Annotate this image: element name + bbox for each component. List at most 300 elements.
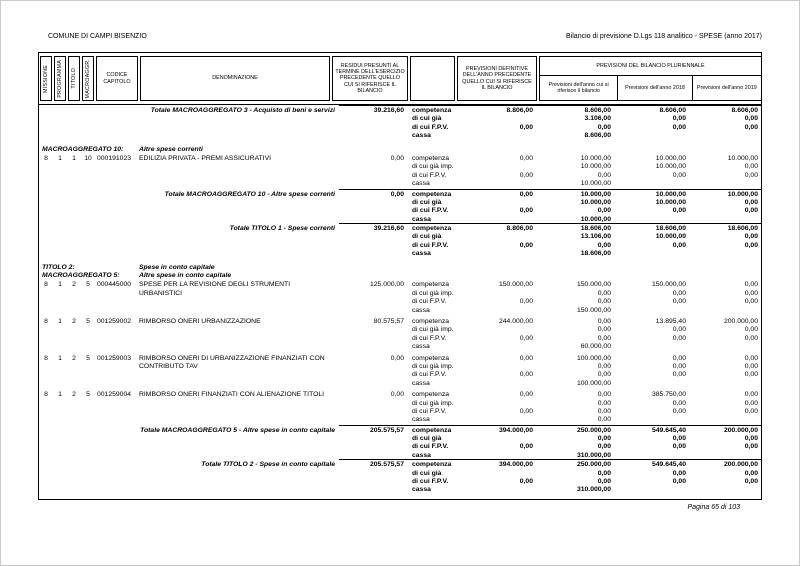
value-previsioni-definitive: [454, 155, 536, 189]
value-previsioni-definitive-line: [454, 486, 533, 494]
value-anno-2019: [689, 225, 761, 259]
cell-line-labels-line: di cui F.P.V.: [412, 407, 447, 415]
value-anno-2019-line: 0,00: [744, 298, 758, 306]
cell-titolo: 1: [72, 154, 76, 162]
cell-residui: [329, 318, 407, 352]
cell-line-labels-line: cassa: [412, 379, 430, 387]
value-previsioni-definitive: [454, 391, 536, 425]
row-description: [39, 281, 329, 298]
value-previsioni-definitive-line: [454, 180, 533, 188]
cell-residui-line: [337, 124, 404, 132]
cell-line-labels-line: cassa: [412, 416, 430, 424]
cell-total-label: Totale TITOLO 2 - Spese in conto capitale: [201, 461, 335, 469]
header-cell-empty: [410, 56, 455, 101]
value-anno-riferimento-line: 310.000,00: [576, 451, 611, 459]
value-previsioni-definitive: [454, 107, 536, 141]
cell-line-labels-line: di cui F.P.V.: [412, 171, 447, 179]
value-anno-2019: [689, 191, 761, 225]
cell-line-labels-line: cassa: [412, 250, 431, 258]
value-anno-riferimento-line: 0,00: [597, 469, 611, 477]
cell-residui-line: 0,00: [390, 354, 404, 362]
cell-residui-line: [329, 290, 404, 298]
cell-residui: [337, 191, 407, 225]
value-anno-riferimento: [536, 191, 614, 225]
table-row-detail: [39, 391, 761, 425]
cell-line-labels-line: competenza: [412, 190, 452, 198]
value-anno-2019-line: 0,00: [744, 198, 758, 206]
value-anno-riferimento-line: 0,00: [597, 334, 611, 342]
cell-line-labels-line: competenza: [412, 107, 452, 114]
value-anno-2019: [689, 461, 761, 495]
value-anno-riferimento-line: 18.606,00: [580, 250, 611, 258]
cell-line-labels: [407, 427, 454, 461]
value-anno-2018-line: [614, 180, 686, 188]
section-code-label: MACROAGGREGATO 5:: [42, 272, 120, 280]
cell-line-labels: [407, 191, 454, 225]
value-previsioni-definitive: [454, 281, 536, 315]
value-anno-2018-line: 0,00: [672, 478, 686, 486]
header-label-anno-2018: Previsioni dell'anno 2018: [625, 84, 685, 91]
row-description: [39, 155, 329, 163]
header-cell-anno-2019: [692, 76, 761, 100]
cell-line-labels: [407, 225, 454, 259]
cell-programma: 1: [58, 317, 62, 325]
row-description: [39, 225, 337, 233]
section-header-row: [39, 146, 761, 154]
value-anno-2018-line: [614, 486, 686, 494]
cell-line-labels-line: di cui già: [412, 198, 442, 206]
value-previsioni-definitive-line: 0,00: [519, 443, 533, 451]
cell-titolo: 2: [72, 391, 76, 399]
value-previsioni-definitive-line: 0,00: [519, 190, 533, 198]
value-anno-2018-line: 10.000,00: [655, 154, 686, 162]
value-previsioni-definitive-line: 244.000,00: [498, 317, 533, 325]
value-anno-riferimento-line: 100.000,00: [576, 354, 611, 362]
header-cell-pluriennale: [540, 57, 761, 76]
value-anno-2018-line: 549.645,40: [651, 426, 686, 434]
header-cell-anno-2018: [617, 76, 691, 100]
value-previsioni-definitive-line: [454, 380, 533, 388]
value-anno-2018-line: 0,00: [672, 289, 686, 297]
table-header-row: [38, 52, 762, 105]
cell-line-labels-line: cassa: [412, 451, 431, 459]
value-previsioni-definitive-line: [454, 233, 533, 241]
cell-residui-line: 0,00: [390, 154, 404, 162]
value-anno-riferimento: [536, 461, 614, 495]
cell-line-labels-line: competenza: [412, 225, 452, 233]
cell-line-labels-line: competenza: [412, 391, 450, 399]
row-description: [39, 427, 337, 435]
value-anno-riferimento-line: 150.000,00: [576, 281, 611, 289]
cell-missione: 8: [44, 154, 48, 162]
cell-residui: [329, 281, 407, 315]
value-previsioni-definitive-line: [454, 132, 533, 140]
value-anno-riferimento: [536, 225, 614, 259]
page-number: Pagina 65 di 103: [687, 504, 740, 511]
cell-total-label: Totale MACROAGGREGATO 10 - Altre spese correnti: [164, 190, 335, 198]
value-anno-2018-line: 549.645,40: [651, 461, 686, 469]
value-anno-riferimento-line: 10.000,00: [580, 198, 611, 206]
cell-line-labels-line: competenza: [412, 461, 452, 469]
cell-denominazione: SPESE PER LA REVISIONE DEGLI STRUMENTI URBANISTICI: [139, 281, 291, 297]
value-previsioni-definitive-line: 0,00: [519, 298, 533, 306]
value-anno-riferimento-line: 0,00: [597, 391, 611, 399]
cell-macroaggr: 5: [86, 281, 90, 289]
section-code-label: MACROAGGREGATO 10:: [42, 145, 124, 153]
table-row-total: [39, 191, 761, 225]
value-anno-2019-line: [689, 380, 758, 388]
header-label-previsioni-definitive: PREVISIONI DEFINITIVE DELL'ANNO PRECEDENTE QUELLO CUI SI RIFERISCE IL BILANCIO: [462, 66, 532, 91]
cell-residui: [337, 225, 407, 259]
cell-line-labels: [407, 355, 454, 389]
cell-residui: [329, 391, 407, 425]
value-anno-2018-line: 150.000,00: [651, 281, 686, 289]
value-anno-riferimento: [536, 318, 614, 352]
value-anno-2019-line: 0,00: [744, 334, 758, 342]
table-row-detail: [39, 318, 761, 352]
value-anno-2019-line: 0,00: [744, 281, 758, 289]
cell-line-labels-line: di cui F.P.V.: [412, 123, 449, 131]
cell-residui-line: 39.216,60: [373, 107, 404, 114]
cell-titolo: 2: [72, 281, 76, 289]
value-anno-2018-line: [614, 132, 686, 140]
value-anno-riferimento-line: 13.106,00: [580, 233, 611, 241]
value-anno-2018-line: 0,00: [672, 443, 686, 451]
cell-line-labels-line: cassa: [412, 132, 431, 140]
cell-line-labels-line: di cui F.P.V.: [412, 371, 447, 379]
value-anno-2018-line: 0,00: [672, 115, 686, 123]
cell-residui-line: [337, 233, 404, 241]
value-anno-riferimento-line: 0,00: [597, 241, 611, 249]
value-anno-2019-line: 0,00: [744, 241, 758, 249]
cell-residui-line: [337, 478, 404, 486]
value-anno-riferimento-line: 150.000,00: [576, 306, 611, 314]
table-row-total: [39, 427, 761, 461]
cell-line-labels-line: competenza: [412, 317, 450, 325]
value-previsioni-definitive-line: 0,00: [519, 123, 533, 131]
value-anno-riferimento-line: 310.000,00: [576, 486, 611, 494]
section-code-label: TITOLO 2:: [42, 263, 75, 271]
cell-residui-line: [329, 343, 404, 351]
value-anno-2019-line: 10.000,00: [727, 190, 758, 198]
table-row-detail: [39, 155, 761, 189]
cell-total-label: Totale MACROAGGREGATO 3 - Acquisto di beni e servizi: [150, 107, 335, 114]
value-anno-2019-line: 0,00: [744, 115, 758, 123]
header-cell-macroaggr: [82, 56, 94, 101]
cell-residui-line: [337, 486, 404, 494]
section-header-row: [39, 272, 761, 280]
cell-residui-line: [337, 199, 404, 207]
value-anno-riferimento-line: 60.000,00: [580, 343, 611, 351]
cell-line-labels-line: competenza: [412, 426, 452, 434]
value-anno-riferimento-line: 10.000,00: [580, 190, 611, 198]
cell-line-labels-line: di cui già imp.: [412, 326, 454, 334]
value-anno-riferimento-line: 0,00: [597, 362, 611, 370]
value-anno-riferimento-line: 8.606,00: [584, 132, 611, 140]
cell-residui-line: 39.216,60: [373, 225, 404, 233]
value-anno-2019-line: 0,00: [744, 407, 758, 415]
cell-residui-line: [329, 335, 404, 343]
cell-residui-line: [329, 371, 404, 379]
cell-residui-line: [329, 298, 404, 306]
cell-line-labels-line: di cui già: [412, 469, 442, 477]
value-anno-riferimento-line: 0,00: [597, 399, 611, 407]
value-anno-2018-line: 13.895,40: [655, 317, 686, 325]
value-anno-2019-line: 0,00: [744, 371, 758, 379]
value-anno-riferimento: [536, 427, 614, 461]
value-anno-riferimento-line: 0,00: [597, 207, 611, 215]
cell-residui: [337, 461, 407, 495]
value-anno-2019-line: 10.000,00: [727, 154, 758, 162]
cell-line-labels-line: di cui F.P.V.: [412, 334, 447, 342]
cell-line-labels: [407, 461, 454, 495]
value-previsioni-definitive-line: 0,00: [519, 241, 533, 249]
header-cell-anno-riferimento: [540, 76, 617, 100]
header-cell-codice-capitolo: [96, 56, 138, 101]
value-previsioni-definitive: [454, 318, 536, 352]
value-previsioni-definitive: [454, 427, 536, 461]
cell-line-labels-line: di cui già imp.: [412, 362, 454, 370]
header-label-codice-capitolo: CODICE CAPITOLO: [103, 72, 131, 85]
value-previsioni-definitive: [454, 461, 536, 495]
value-anno-2019-line: 0,00: [744, 399, 758, 407]
value-previsioni-definitive-line: 0,00: [519, 478, 533, 486]
value-previsioni-definitive-line: 394.000,00: [498, 426, 533, 434]
value-anno-riferimento-line: 0,00: [597, 298, 611, 306]
cell-line-labels-line: di cui già imp.: [412, 289, 454, 297]
value-previsioni-definitive-line: 0,00: [519, 391, 533, 399]
value-anno-2019: [689, 427, 761, 461]
value-anno-2019: [689, 318, 761, 352]
cell-line-labels-line: di cui F.P.V.: [412, 207, 449, 215]
row-description: [39, 461, 337, 469]
header-label-programma: PROGRAMMA: [56, 59, 63, 98]
cell-residui-line: [337, 242, 404, 250]
value-anno-riferimento: [536, 391, 614, 425]
value-anno-2018: [614, 391, 689, 425]
value-anno-2019-line: [689, 416, 758, 424]
value-anno-2018-line: [614, 307, 686, 315]
value-previsioni-definitive: [454, 225, 536, 259]
value-previsioni-definitive-line: [454, 115, 533, 123]
cell-total-label: Totale MACROAGGREGATO 5 - Altre spese in conto capitale: [140, 426, 335, 434]
value-anno-2018-line: 10.000,00: [655, 198, 686, 206]
cell-programma: 1: [58, 281, 62, 289]
value-anno-riferimento-line: 250.000,00: [576, 426, 611, 434]
value-previsioni-definitive-line: 0,00: [519, 207, 533, 215]
cell-residui-line: 205.575,57: [369, 426, 404, 434]
row-description: [39, 107, 337, 115]
cell-residui: [329, 355, 407, 389]
cell-line-labels-line: di cui già imp.: [412, 399, 454, 407]
value-anno-2019-line: 18.606,00: [727, 225, 758, 233]
cell-residui-line: [329, 307, 404, 315]
header-cell-denominazione: [140, 56, 330, 101]
value-anno-riferimento-line: 10.000,00: [580, 215, 611, 223]
value-previsioni-definitive-line: [454, 435, 533, 443]
value-anno-2018-line: 10.000,00: [655, 233, 686, 241]
cell-residui: [337, 427, 407, 461]
value-anno-2019-line: 8.606,00: [731, 107, 758, 114]
value-anno-riferimento-line: 10.000,00: [580, 163, 611, 171]
value-anno-2018-line: 0,00: [672, 171, 686, 179]
header-label-denominazione: DENOMINAZIONE: [212, 75, 258, 82]
cell-line-labels: [407, 107, 454, 141]
value-anno-2019-line: [689, 250, 758, 258]
cell-missione: 8: [44, 317, 48, 325]
value-anno-2018-line: 18.606,00: [655, 225, 686, 233]
value-previsioni-definitive-line: [454, 307, 533, 315]
value-anno-2018-line: 0,00: [672, 354, 686, 362]
cell-missione: 8: [44, 354, 48, 362]
budget-table: [38, 52, 762, 500]
doc-title: Bilancio di previsione D.Lgs 118 analitico - SPESE (anno 2017): [566, 33, 762, 40]
value-anno-riferimento: [536, 107, 614, 141]
cell-codice-capitolo: 000191023: [97, 154, 132, 162]
value-anno-2018-line: 0,00: [672, 362, 686, 370]
cell-macroaggr: 5: [86, 317, 90, 325]
value-anno-2019-line: [689, 307, 758, 315]
table-row-total: [39, 225, 761, 259]
value-anno-2019-line: 200.000,00: [723, 461, 758, 469]
value-anno-2018-line: 0,00: [672, 326, 686, 334]
value-anno-2018-line: 0,00: [672, 123, 686, 131]
value-anno-riferimento-line: 100.000,00: [576, 379, 611, 387]
value-previsioni-definitive-line: 150.000,00: [498, 281, 533, 289]
page-header: [48, 33, 762, 41]
value-anno-riferimento-line: 0,00: [597, 123, 611, 131]
org-name: COMUNE DI CAMPI BISENZIO: [48, 33, 147, 40]
cell-line-labels-line: cassa: [412, 306, 430, 314]
value-anno-riferimento-line: 0,00: [597, 435, 611, 443]
row-description: [39, 355, 329, 372]
value-anno-2018-line: [614, 416, 686, 424]
table-body: [38, 105, 762, 500]
value-previsioni-definitive-line: [454, 470, 533, 478]
header-label-pluriennale: PREVISIONI DEL BILANCIO PLURIENNALE: [596, 62, 705, 69]
value-anno-2018-line: [614, 250, 686, 258]
cell-line-labels: [407, 281, 454, 315]
value-anno-2018: [614, 427, 689, 461]
cell-codice-capitolo: 000445000: [97, 281, 132, 289]
page-footer: [687, 504, 740, 511]
value-anno-2019-line: 0,00: [744, 362, 758, 370]
value-previsioni-definitive: [454, 355, 536, 389]
value-previsioni-definitive-line: 8.806,00: [506, 107, 533, 114]
value-anno-2019-line: 0,00: [744, 469, 758, 477]
cell-line-labels-line: di cui già: [412, 233, 442, 241]
cell-line-labels-line: cassa: [412, 486, 431, 494]
value-anno-2019: [689, 355, 761, 389]
value-anno-2018-line: 0,00: [672, 298, 686, 306]
cell-residui-line: [329, 180, 404, 188]
value-anno-2018: [614, 281, 689, 315]
cell-codice-capitolo: 001259002: [97, 317, 132, 325]
value-anno-2018-line: 10.000,00: [655, 163, 686, 171]
value-anno-riferimento-line: 0,00: [597, 171, 611, 179]
value-anno-2018: [614, 318, 689, 352]
value-anno-2018-line: [614, 343, 686, 351]
value-anno-riferimento-line: 3.106,00: [584, 115, 611, 123]
cell-line-labels-line: cassa: [412, 215, 431, 223]
value-previsioni-definitive-line: 0,00: [519, 334, 533, 342]
value-previsioni-definitive-line: [454, 363, 533, 371]
value-anno-2018-line: 0,00: [672, 469, 686, 477]
value-anno-riferimento-line: 0,00: [597, 443, 611, 451]
section-title-label: Altre spese in conto capitale: [139, 272, 232, 280]
value-anno-2018: [614, 155, 689, 189]
value-anno-2018-line: 0,00: [672, 435, 686, 443]
cell-programma: 1: [58, 391, 62, 399]
value-anno-riferimento-line: 0,00: [597, 371, 611, 379]
value-anno-2019-line: 0,00: [744, 435, 758, 443]
value-previsioni-definitive-line: [454, 343, 533, 351]
value-previsioni-definitive-line: 0,00: [519, 371, 533, 379]
cell-residui-line: [337, 207, 404, 215]
cell-residui-line: [337, 470, 404, 478]
value-previsioni-definitive-line: 8.806,00: [506, 225, 533, 233]
value-anno-riferimento-line: 250.000,00: [576, 461, 611, 469]
cell-line-labels-line: di cui F.P.V.: [412, 298, 447, 306]
value-anno-2018-line: [614, 380, 686, 388]
header-label-anno-2019: Previsioni dell'anno 2019: [696, 84, 757, 91]
value-anno-2019-line: 0,00: [744, 326, 758, 334]
cell-line-labels-line: di cui F.P.V.: [412, 241, 449, 249]
cell-denominazione: RIMBORSO ONERI URBANIZZAZIONE: [139, 317, 261, 325]
value-previsioni-definitive-line: 394.000,00: [498, 461, 533, 469]
value-previsioni-definitive-line: [454, 163, 533, 171]
cell-line-labels: [407, 318, 454, 352]
value-anno-riferimento-line: 0,00: [597, 407, 611, 415]
cell-line-labels-line: competenza: [412, 154, 450, 162]
cell-residui-line: [329, 408, 404, 416]
value-anno-riferimento: [536, 155, 614, 189]
cell-residui-line: 0,00: [390, 391, 404, 399]
cell-titolo: 2: [72, 354, 76, 362]
value-anno-2018: [614, 191, 689, 225]
table-row-detail: [39, 355, 761, 389]
cell-residui-line: [337, 115, 404, 123]
header-cell-missione: [40, 56, 52, 101]
value-anno-2019-line: 200.000,00: [723, 317, 758, 325]
cell-programma: 1: [58, 354, 62, 362]
cell-codice-capitolo: 001259004: [97, 391, 132, 399]
value-anno-2019: [689, 391, 761, 425]
value-anno-2019-line: 0,00: [744, 163, 758, 171]
cell-macroaggr: 10: [84, 154, 92, 162]
cell-line-labels-line: di cui già: [412, 435, 442, 443]
cell-line-labels: [407, 155, 454, 189]
cell-residui-line: 125.000,00: [369, 281, 404, 289]
cell-programma: 1: [58, 154, 62, 162]
value-anno-2018: [614, 107, 689, 141]
value-anno-2018-line: 385.750,00: [651, 391, 686, 399]
value-anno-riferimento: [536, 355, 614, 389]
table-row-detail: [39, 281, 761, 315]
value-anno-2019-line: 0,00: [744, 443, 758, 451]
value-previsioni-definitive-line: 0,00: [519, 171, 533, 179]
value-anno-riferimento: [536, 281, 614, 315]
value-anno-2018-line: 8.606,00: [659, 107, 686, 114]
header-label-anno-riferimento: Previsioni dell'anno cui si riferisce il bilancio: [548, 81, 609, 94]
value-anno-2019-line: 200.000,00: [723, 426, 758, 434]
value-previsioni-definitive-line: [454, 326, 533, 334]
header-cell-residui: [332, 56, 408, 101]
value-anno-2019: [689, 281, 761, 315]
cell-residui-line: 205.575,57: [369, 461, 404, 469]
cell-denominazione: EDILIZIA PRIVATA - PREMI ASSICURATIVI: [139, 154, 272, 162]
value-anno-riferimento-line: 0,00: [597, 289, 611, 297]
